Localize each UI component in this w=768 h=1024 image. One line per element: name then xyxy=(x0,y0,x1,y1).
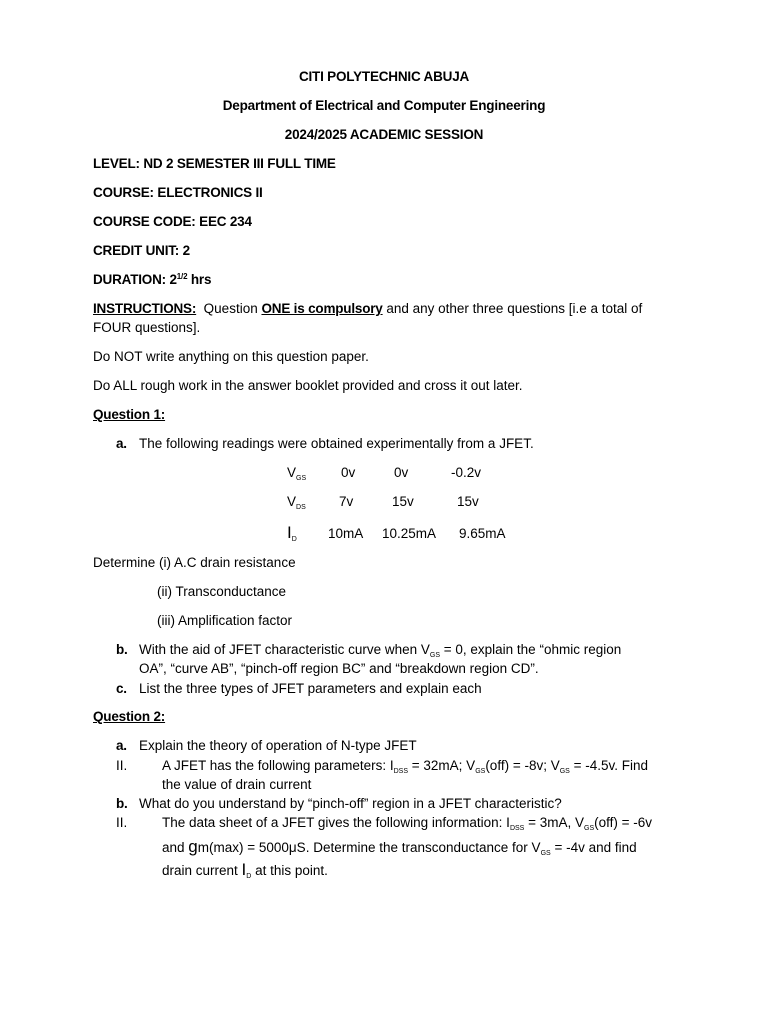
q1-b-line-1 xyxy=(139,641,621,662)
credit-unit-line: CREDIT UNIT: 2 xyxy=(93,243,190,258)
q2-ii-marker-2: II. xyxy=(116,815,128,830)
q2-ii2-l2-sub: GS xyxy=(540,850,551,857)
q2-ii2-sub-1: DSS xyxy=(509,825,525,832)
q2-ii1-sub-2: GS xyxy=(475,768,486,775)
instructions-label: INSTRUCTIONS: xyxy=(93,301,197,316)
q2-ii2-text-2: = 3mA, V xyxy=(524,815,584,830)
q2-ii1-text-3: (off) = -8v; V xyxy=(485,758,560,773)
duration-unit: hrs xyxy=(187,272,212,287)
duration-label: DURATION: 2 xyxy=(93,272,177,287)
q2-ii1-sub-1: DSS xyxy=(393,768,409,775)
q2-b-marker: b. xyxy=(116,796,128,811)
q2-ii2-sub-2: GS xyxy=(584,825,595,832)
instructions-text-a: Question xyxy=(203,301,262,316)
course-line: COURSE: ELECTRONICS II xyxy=(93,185,263,200)
id-symbol-2: I xyxy=(241,860,247,879)
q2-ii-1-line-2: the value of drain current xyxy=(162,777,312,792)
row-id-label xyxy=(287,524,297,546)
q2-ii1-text-2: = 32mA; V xyxy=(408,758,476,773)
table-cell: -0.2v xyxy=(451,465,482,480)
q2-a-text: Explain the theory of operation of N-type JFET xyxy=(139,738,417,753)
instruction-note-1: Do NOT write anything on this question paper. xyxy=(93,349,369,364)
q2-ii-2-line-2 xyxy=(162,838,637,860)
q2-ii2-l2-text-c: = -4v and find xyxy=(550,840,637,855)
table-cell: 0v xyxy=(341,465,356,480)
q2-ii-1-line-1 xyxy=(162,757,648,778)
instructions-compulsory: ONE is compulsory xyxy=(261,301,383,316)
vgs-symbol: V xyxy=(287,465,297,480)
q1-a-text: The following readings were obtained experimentally from a JFET. xyxy=(139,436,534,451)
table-cell: 7v xyxy=(339,494,354,509)
q2-ii2-l2-text-a: and xyxy=(162,840,189,855)
table-cell: 10.25mA xyxy=(382,526,437,541)
id-symbol: I xyxy=(287,523,292,542)
q2-a-marker: a. xyxy=(116,738,127,753)
q2-ii2-l2-text-b: m(max) = 5000μS. Determine the transconductance for V xyxy=(197,840,541,855)
vds-subscript: DS xyxy=(296,504,306,511)
vds-symbol: V xyxy=(287,494,297,509)
q1-b-text-b: = 0, explain the “ohmic region xyxy=(440,642,622,657)
q1-b-marker: b. xyxy=(116,642,128,657)
instructions-text-b: and any other three questions [i.e a total of xyxy=(382,301,643,316)
row-vgs-label xyxy=(287,464,306,485)
gm-symbol: g xyxy=(188,837,198,856)
q2-ii-marker-1: II. xyxy=(116,758,128,773)
table-cell: 0v xyxy=(394,465,409,480)
q1-c-text: List the three types of JFET parameters and explain each xyxy=(139,681,482,696)
q1-b-subscript: GS xyxy=(429,652,440,659)
instructions-line-1 xyxy=(93,300,642,318)
q1-b-text-a: With the aid of JFET characteristic curve when V xyxy=(139,642,430,657)
question-1-heading: Question 1: xyxy=(93,407,166,422)
q2-ii2-l3-text-b: at this point. xyxy=(251,863,328,878)
department-title: Department of Electrical and Computer Engineering xyxy=(222,98,546,113)
table-cell: 15v xyxy=(392,494,414,509)
q2-ii2-text-1: The data sheet of a JFET gives the following information: I xyxy=(162,815,510,830)
q2-ii2-l3-text-a: drain current xyxy=(162,863,242,878)
table-cell: 9.65mA xyxy=(459,526,506,541)
q2-ii2-text-3: (off) = -6v xyxy=(594,815,653,830)
q2-ii1-sub-3: GS xyxy=(559,768,570,775)
vgs-subscript: GS xyxy=(296,475,307,482)
determine-item-iii: (iii) Amplification factor xyxy=(157,613,293,628)
q2-ii2-l3-sub: D xyxy=(246,873,252,880)
course-code-line: COURSE CODE: EEC 234 xyxy=(93,214,252,229)
duration-line xyxy=(93,271,211,291)
q2-ii1-text-1: A JFET has the following parameters: I xyxy=(162,758,394,773)
table-cell: 10mA xyxy=(328,526,364,541)
session-title: 2024/2025 ACADEMIC SESSION xyxy=(284,127,484,142)
q2-ii1-text-4: = -4.5v. Find xyxy=(569,758,649,773)
q1-c-marker: c. xyxy=(116,681,127,696)
q1-a-marker: a. xyxy=(116,436,127,451)
instructions-line-2: FOUR questions]. xyxy=(93,320,201,335)
table-cell: 15v xyxy=(457,494,479,509)
row-vds-label xyxy=(287,493,306,514)
duration-fraction: 1/2 xyxy=(176,272,188,281)
q2-ii-2-line-3 xyxy=(162,861,328,883)
q2-b-text: What do you understand by “pinch-off” region in a JFET characteristic? xyxy=(139,796,562,811)
level-line: LEVEL: ND 2 SEMESTER III FULL TIME xyxy=(93,156,336,171)
q2-ii-2-line-1 xyxy=(162,814,652,835)
determine-item-ii: (ii) Transconductance xyxy=(157,584,287,599)
institution-title: CITI POLYTECHNIC ABUJA xyxy=(298,69,470,84)
instruction-note-2: Do ALL rough work in the answer booklet provided and cross it out later. xyxy=(93,378,523,393)
id-subscript: D xyxy=(291,536,297,543)
question-2-heading: Question 2: xyxy=(93,709,166,724)
determine-line: Determine (i) A.C drain resistance xyxy=(93,555,296,570)
q1-b-line-2: OA”, “curve AB”, “pinch-off region BC” and “breakdown region CD”. xyxy=(139,661,539,676)
